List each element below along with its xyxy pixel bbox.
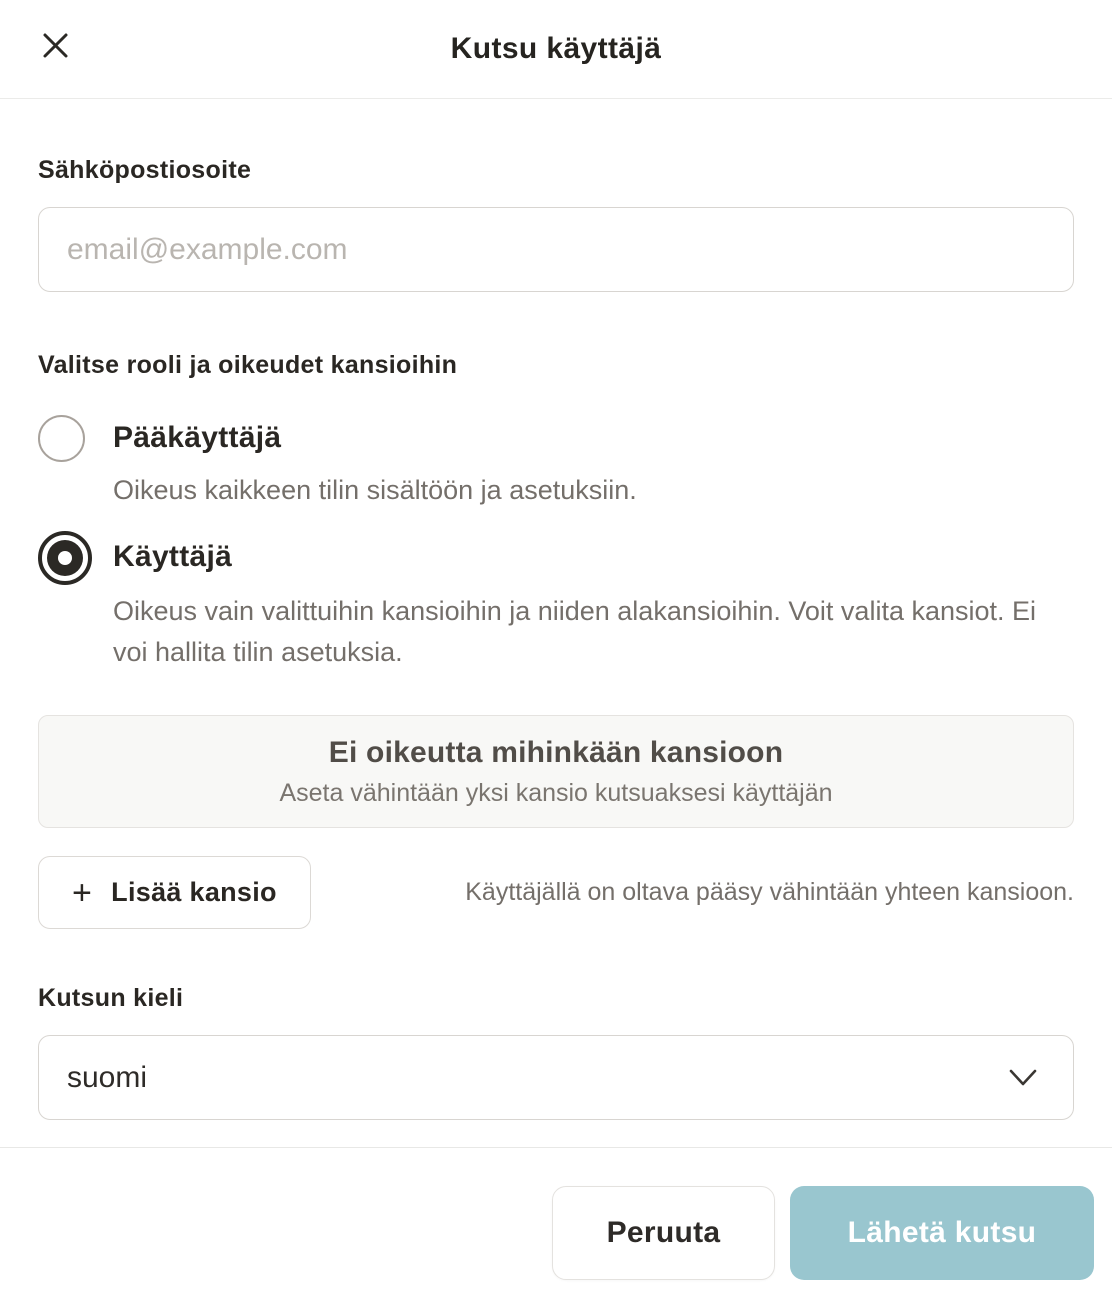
radio-disc [47, 540, 83, 576]
role-option-admin[interactable] [38, 412, 1074, 511]
folder-empty-subtitle: Aseta vähintään yksi kansio kutsuaksesi käyttäjän [279, 778, 833, 807]
language-selected-value: suomi [67, 1060, 148, 1094]
chevron-down-icon [1007, 1068, 1039, 1088]
close-icon [42, 32, 69, 59]
email-label: Sähköpostiosoite [38, 156, 252, 184]
folder-actions-row [38, 856, 1074, 929]
role-option-user-description: Oikeus vain valittuihin kansioihin ja niiden alakansioihin. Voit valita kansiot. Ei voi hallita tilin asetuksia. [113, 596, 1037, 668]
role-option-admin-label: Pääkäyttäjä [113, 421, 282, 454]
send-invite-button[interactable]: Lähetä kutsu [790, 1186, 1094, 1280]
radio-selected-icon[interactable] [38, 531, 92, 585]
close-button[interactable] [34, 24, 76, 66]
cancel-button[interactable]: Peruuta [552, 1186, 775, 1280]
email-input[interactable] [38, 207, 1074, 292]
plus-icon: + [72, 873, 93, 912]
radio-dot [58, 551, 72, 565]
role-section-label: Valitse rooli ja oikeudet kansioihin [38, 351, 458, 379]
dialog-title: Kutsu käyttäjä [450, 32, 662, 65]
radio-unselected-icon[interactable] [38, 415, 85, 462]
dialog-footer [0, 1147, 1112, 1302]
add-folder-button-label: Lisää kansio [111, 877, 277, 908]
language-select[interactable] [38, 1035, 1074, 1120]
dialog-body [0, 156, 1112, 1120]
dialog-header [0, 0, 1112, 99]
role-option-admin-description: Oikeus kaikkeen tilin sisältöön ja asetuksiin. [113, 475, 637, 505]
add-folder-button[interactable] [38, 856, 311, 929]
role-option-user[interactable] [38, 531, 1074, 673]
folder-empty-notice [38, 715, 1074, 828]
folder-empty-title: Ei oikeutta mihinkään kansioon [328, 735, 784, 769]
language-label: Kutsun kieli [38, 984, 184, 1013]
role-option-user-label: Käyttäjä [113, 540, 233, 574]
folder-access-hint: Käyttäjällä on oltava pääsy vähintään yhteen kansioon. [465, 878, 1074, 907]
